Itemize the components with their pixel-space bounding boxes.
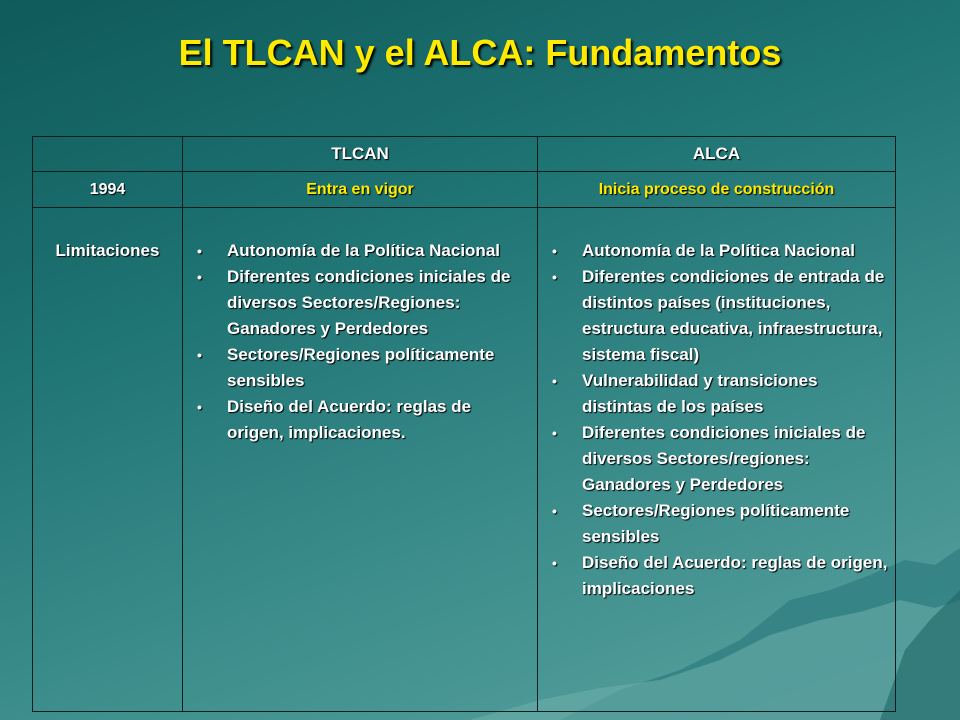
list-item: [538, 550, 895, 602]
list-item-text: Diferentes condiciones iniciales de diversos Sectores/Regiones: Ganadores y Perdedores: [227, 267, 511, 338]
cell-alca-1994: Inicia proceso de construcción: [538, 172, 896, 208]
list-item: [538, 264, 895, 368]
list-item: [183, 264, 537, 342]
list-item-text: Diseño del Acuerdo: reglas de origen, implicaciones: [582, 553, 888, 598]
list-item-text: Autonomía de la Política Nacional: [582, 241, 855, 260]
table-row-limitaciones: [33, 208, 896, 712]
header-cell-tlcan: TLCAN: [183, 137, 538, 172]
cell-tlcan-1994: Entra en vigor: [183, 172, 538, 208]
bullet-icon: •: [552, 243, 557, 259]
list-item: [538, 420, 895, 498]
list-item: [538, 498, 895, 550]
bullet-icon: •: [552, 425, 557, 441]
list-item-text: Diferentes condiciones de entrada de distintos países (instituciones, estructura educativa, infraestructura, sistema fiscal): [582, 267, 885, 364]
alca-limitations-list: [538, 208, 895, 602]
slide-title: El TLCAN y el ALCA: Fundamentos: [178, 32, 782, 73]
header-cell-alca: ALCA: [538, 137, 896, 172]
list-item: [183, 342, 537, 394]
bullet-icon: •: [197, 243, 202, 259]
list-item-text: Diseño del Acuerdo: reglas de origen, implicaciones.: [227, 397, 472, 442]
cell-tlcan-limitaciones: [183, 208, 538, 712]
list-item-text: Sectores/Regiones políticamente sensibles: [227, 345, 495, 390]
header-cell-empty: [33, 137, 183, 172]
list-item-text: Vulnerabilidad y transiciones distintas de los países: [582, 371, 818, 416]
list-item: [538, 368, 895, 420]
bullet-icon: •: [552, 373, 557, 389]
list-item: [183, 394, 537, 446]
bullet-icon: •: [197, 269, 202, 285]
comparison-table: [32, 136, 896, 712]
list-item: [183, 238, 537, 264]
list-item: [538, 238, 895, 264]
table-header-row: [33, 137, 896, 172]
row-label-limitaciones: Limitaciones: [33, 208, 183, 712]
list-item-text: Autonomía de la Política Nacional: [227, 241, 500, 260]
bullet-icon: •: [197, 399, 202, 415]
bullet-icon: •: [197, 347, 202, 363]
list-item-text: Sectores/Regiones políticamente sensibles: [582, 501, 850, 546]
tlcan-limitations-list: [183, 208, 537, 446]
bullet-icon: •: [552, 555, 557, 571]
row-label-1994: 1994: [33, 172, 183, 208]
bullet-icon: •: [552, 503, 557, 519]
list-item-text: Diferentes condiciones iniciales de diversos Sectores/regiones: Ganadores y Perdedores: [582, 423, 866, 494]
cell-alca-limitaciones: [538, 208, 896, 712]
table-row-1994: [33, 172, 896, 208]
bullet-icon: •: [552, 269, 557, 285]
